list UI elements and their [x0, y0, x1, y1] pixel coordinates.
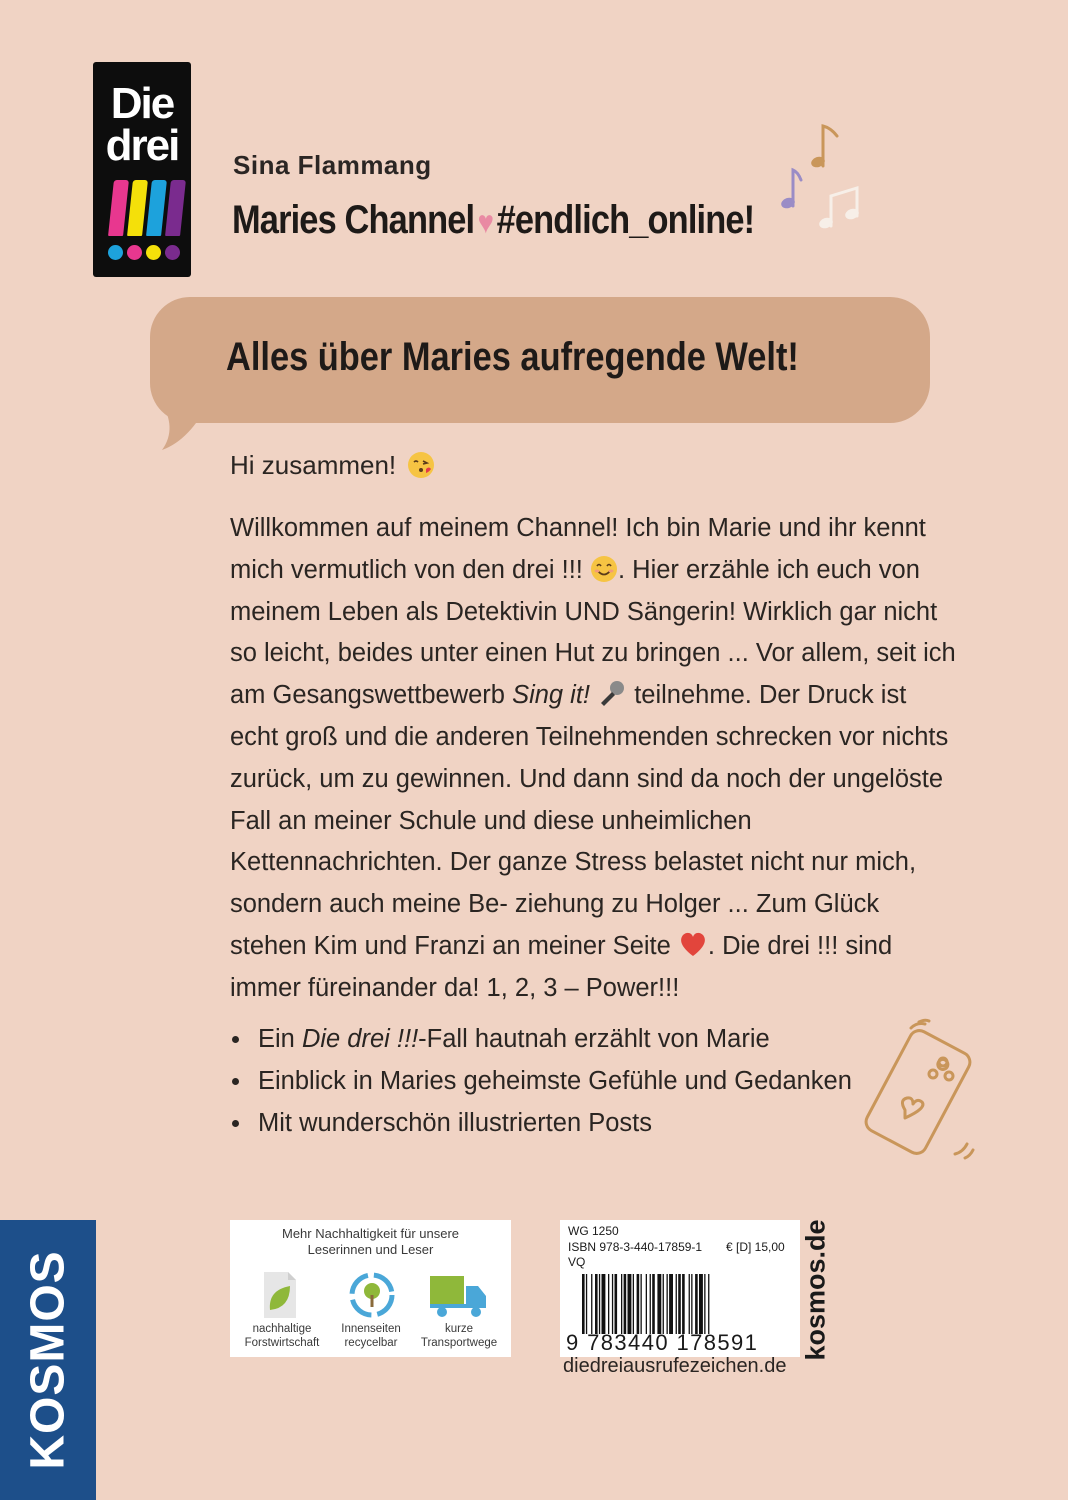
leaf-icon — [260, 1270, 300, 1320]
feature-1-italic: Die drei !!! — [301, 1025, 419, 1053]
logo-bar-2 — [127, 180, 148, 236]
price: € [D] 15,00 — [726, 1240, 785, 1254]
logo-text-line1: Die — [110, 79, 174, 128]
feature-list — [230, 1018, 852, 1144]
sustainability-box — [230, 1220, 511, 1357]
feature-item: Einblick in Maries geheimste Gefühle und Gedanken — [230, 1060, 852, 1102]
barcode-bar — [586, 1274, 587, 1334]
title-part-1: Maries Channel — [232, 198, 475, 242]
barcode-bar — [646, 1274, 647, 1334]
publisher-strip — [0, 1220, 96, 1500]
music-notes-icon — [765, 118, 875, 238]
barcode-bar — [612, 1274, 613, 1334]
vq-code: VQ — [568, 1255, 586, 1269]
smile-emoji-icon — [590, 555, 618, 583]
barcode-bar — [678, 1274, 681, 1334]
barcode-bar — [650, 1274, 651, 1334]
barcode-bar — [637, 1274, 640, 1334]
title-part-2: #endlich_online! — [496, 198, 755, 242]
eco-label-transport — [409, 1322, 509, 1350]
logo-dot-2 — [127, 245, 142, 260]
barcode-bar — [599, 1274, 600, 1334]
author-name: Sina Flammang — [233, 150, 432, 180]
bubble-headline: Alles über Maries aufregende Welt! — [226, 335, 799, 379]
blurb-italic-title: Sing it! — [512, 681, 591, 710]
kosmos-url[interactable]: kosmos.de — [800, 1219, 831, 1361]
logo-text-line2: drei — [105, 121, 179, 170]
barcode-bar — [676, 1274, 677, 1334]
feature-item: Mit wunderschön illustrierten Posts — [230, 1102, 852, 1144]
logo-bar-3 — [146, 180, 167, 236]
phone-doodle-icon — [845, 1018, 985, 1166]
logo-dot-3 — [146, 245, 161, 260]
barcode-bar — [689, 1274, 690, 1334]
feature-1-post: -Fall hautnah erzählt von Marie — [418, 1025, 770, 1053]
barcode-bar — [663, 1274, 664, 1334]
barcode-bar — [657, 1274, 661, 1334]
speech-bubble-tail — [150, 400, 220, 452]
barcode — [582, 1274, 794, 1334]
barcode-bar — [699, 1274, 703, 1334]
eco-label-recyclable — [321, 1322, 421, 1350]
eco-label-recyclable-line1: Innenseiten — [341, 1323, 401, 1335]
sustainability-heading-line1: Mehr Nachhaltigkeit für unsere — [281, 1226, 460, 1241]
feature-item — [230, 1018, 852, 1060]
barcode-bar — [652, 1274, 655, 1334]
barcode-bar — [608, 1274, 609, 1334]
barcode-bar — [624, 1274, 627, 1334]
eco-label-forestry — [232, 1322, 332, 1350]
book-title — [232, 198, 754, 243]
eco-label-forestry-line1: nachhaltige — [252, 1323, 312, 1335]
truck-icon — [428, 1272, 488, 1320]
barcode-bar — [695, 1274, 698, 1334]
barcode-bar — [582, 1274, 585, 1334]
barcode-bar — [628, 1274, 632, 1334]
wg-code: WG 1250 — [568, 1224, 619, 1238]
publisher-logo: KOSMOS — [21, 1250, 75, 1470]
blurb-part-4: . Die drei !!! sind immer füreinander da! 1, 2, 3 – Power!!! — [230, 931, 893, 1002]
heart-icon: ♥ — [477, 204, 494, 240]
barcode-bar — [615, 1274, 618, 1334]
blurb-part-2: . Hier erzähle ich euch von meinem Leben als Detektivin UND Sängerin! Wirklich gar nicht so leicht, beides unter einen Hut zu bringen ... Vor allem, seit ich am Gesangswettbewerb — [230, 555, 956, 710]
heart-emoji-icon — [678, 930, 708, 958]
logo-dot-4 — [165, 245, 180, 260]
logo-dot-1 — [108, 245, 123, 260]
website-url[interactable]: diedreiausrufezeichen.de — [563, 1355, 787, 1377]
barcode-bar — [667, 1274, 668, 1334]
feature-1-pre: Ein — [258, 1025, 302, 1053]
die-drei-logo — [93, 62, 191, 277]
eco-label-transport-line2: Transportwege — [420, 1337, 498, 1349]
barcode-bar — [602, 1274, 606, 1334]
blurb-part-1: Willkommen auf meinem Channel! Ich bin Marie und ihr kennt mich vermutlich von den drei !!! — [230, 514, 926, 584]
barcode-bar — [704, 1274, 705, 1334]
barcode-bar — [595, 1274, 598, 1334]
barcode-bar — [591, 1274, 592, 1334]
eco-label-recyclable-line2: recycelbar — [344, 1337, 398, 1349]
barcode-digits: 9 783440 178591 — [566, 1330, 759, 1355]
barcode-bar — [641, 1274, 642, 1334]
barcode-bar — [682, 1274, 685, 1334]
eco-label-forestry-line2: Forstwirtschaft — [244, 1337, 320, 1349]
isbn-box — [560, 1220, 800, 1357]
blurb-part-3: teilnehme. Der Druck ist echt groß und die anderen Teilnehmenden schrecken vor nichts zurück, um zu gewinnen. Und dann sind da noch der ungelöste Fall an meiner Schule und diese unheimlichen Kettennachrichten. Der ganze Stress belastet nicht nur mich, sondern auch meine Be- ziehung zu Holger ... Zum Glück stehen Kim und Franzi an meiner Seite — [230, 681, 949, 960]
greeting-label: Hi zusammen! — [230, 450, 397, 480]
barcode-bar — [691, 1274, 692, 1334]
barcode-bar — [708, 1274, 709, 1334]
logo-bar-4 — [165, 180, 186, 236]
barcode-bar — [633, 1274, 634, 1334]
blurb-paragraph — [230, 508, 960, 1010]
greeting-text — [230, 450, 435, 481]
microphone-icon — [597, 679, 627, 707]
sustainability-heading-line2: Leserinnen und Leser — [307, 1242, 434, 1257]
barcode-bar — [621, 1274, 622, 1334]
logo-bar-1 — [108, 180, 129, 236]
isbn-number: ISBN 978-3-440-17859-1 — [568, 1240, 703, 1254]
sustainability-heading — [230, 1226, 511, 1258]
kiss-emoji-icon — [407, 451, 435, 479]
barcode-bar — [669, 1274, 673, 1334]
eco-label-transport-line1: kurze — [444, 1323, 474, 1335]
recycle-tree-icon — [347, 1270, 397, 1320]
